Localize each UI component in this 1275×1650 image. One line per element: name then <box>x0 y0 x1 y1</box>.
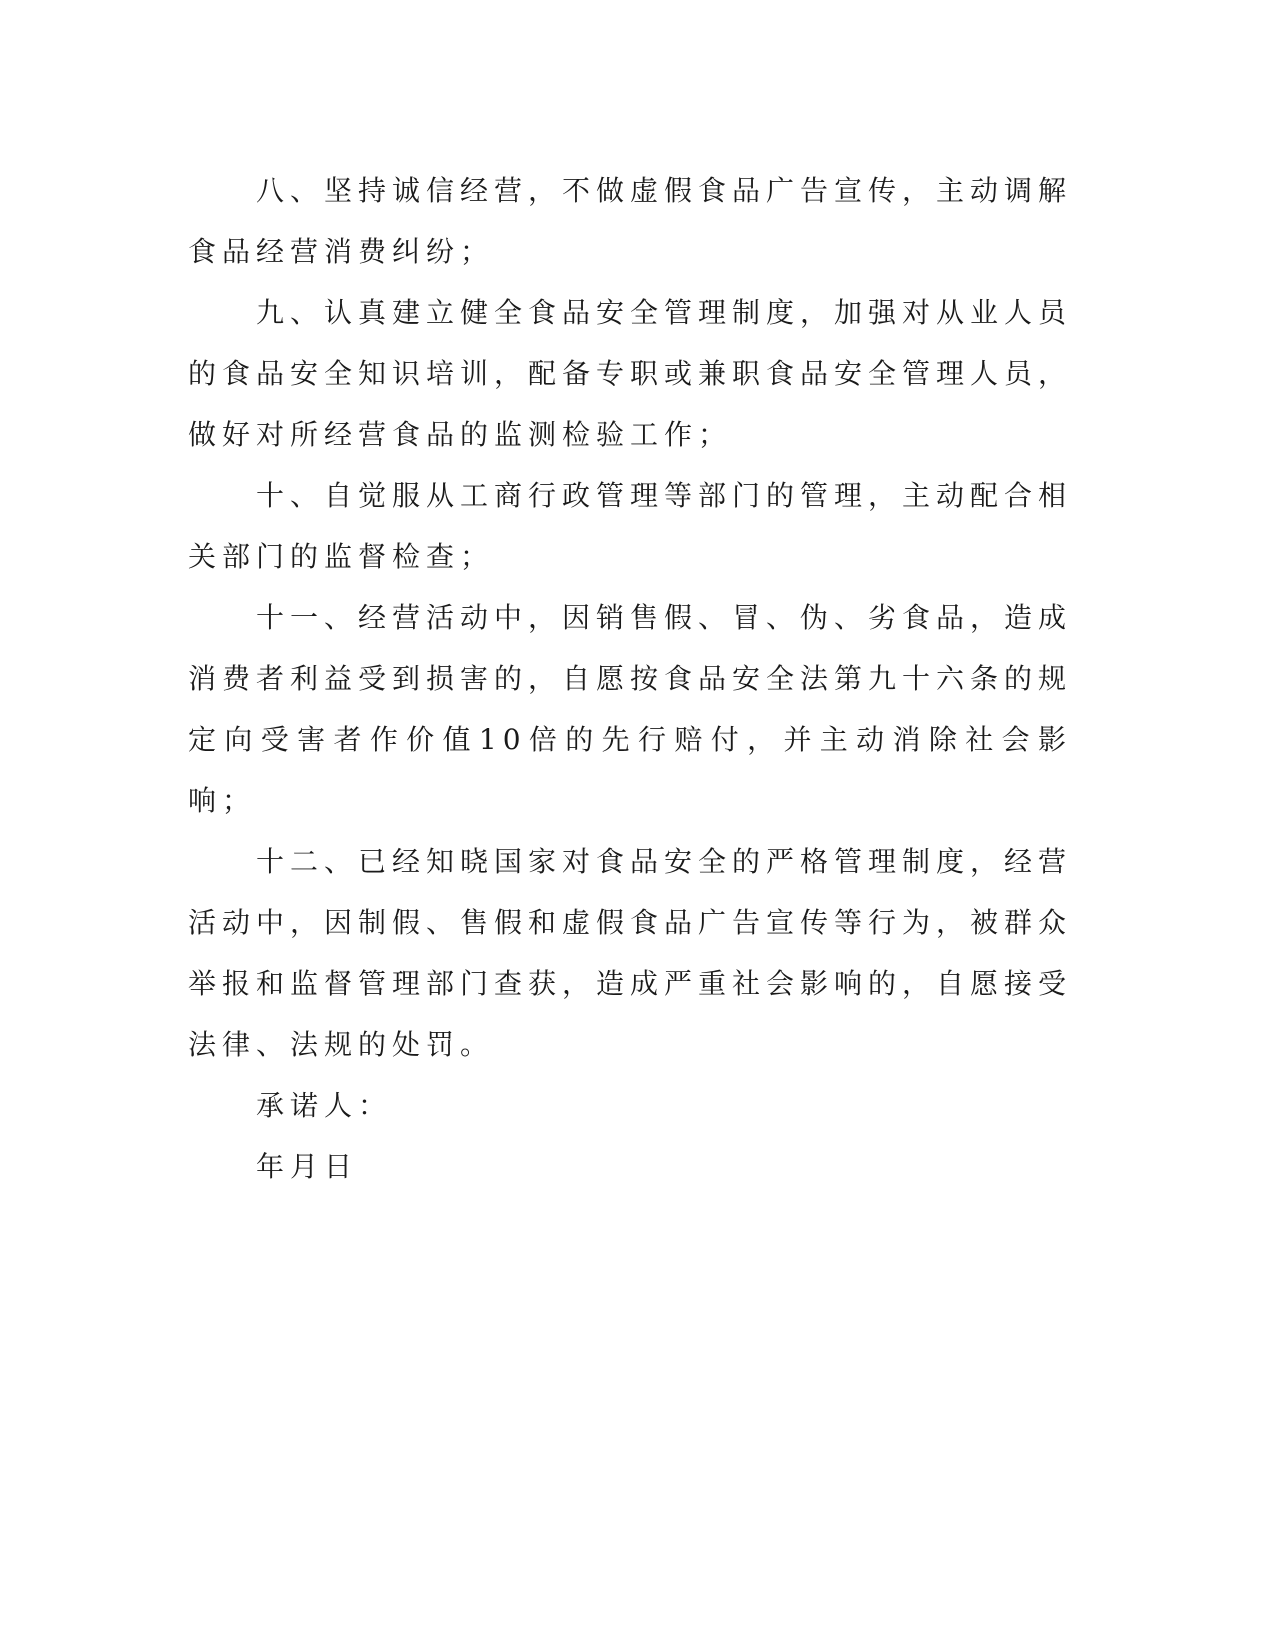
clause-10: 十、自觉服从工商行政管理等部门的管理，主动配合相关部门的监督检查； <box>188 479 1073 573</box>
clause-11: 十一、经营活动中，因销售假、冒、伪、劣食品，造成消费者利益受到损害的，自愿按食品安全法第九十六条的规定向受害者作价值10倍的先行赔付，并主动消除社会影响； <box>188 601 1073 817</box>
signer-label: 承诺人： <box>256 1089 393 1122</box>
clause-8: 八、坚持诚信经营，不做虚假食品广告宣传，主动调解食品经营消费纠纷； <box>188 174 1073 268</box>
clause-9: 九、认真建立健全食品安全管理制度，加强对从业人员的食品安全知识培训，配备专职或兼职食品安全管理人员，做好对所经营食品的监测检验工作； <box>188 296 1073 451</box>
date-label: 年月日 <box>256 1150 359 1183</box>
document-body <box>188 160 1072 1197</box>
clause-12: 十二、已经知晓国家对食品安全的严格管理制度，经营活动中，因制假、售假和虚假食品广告宣传等行为，被群众举报和监督管理部门查获，造成严重社会影响的，自愿接受法律、法规的处罚。 <box>188 845 1073 1061</box>
